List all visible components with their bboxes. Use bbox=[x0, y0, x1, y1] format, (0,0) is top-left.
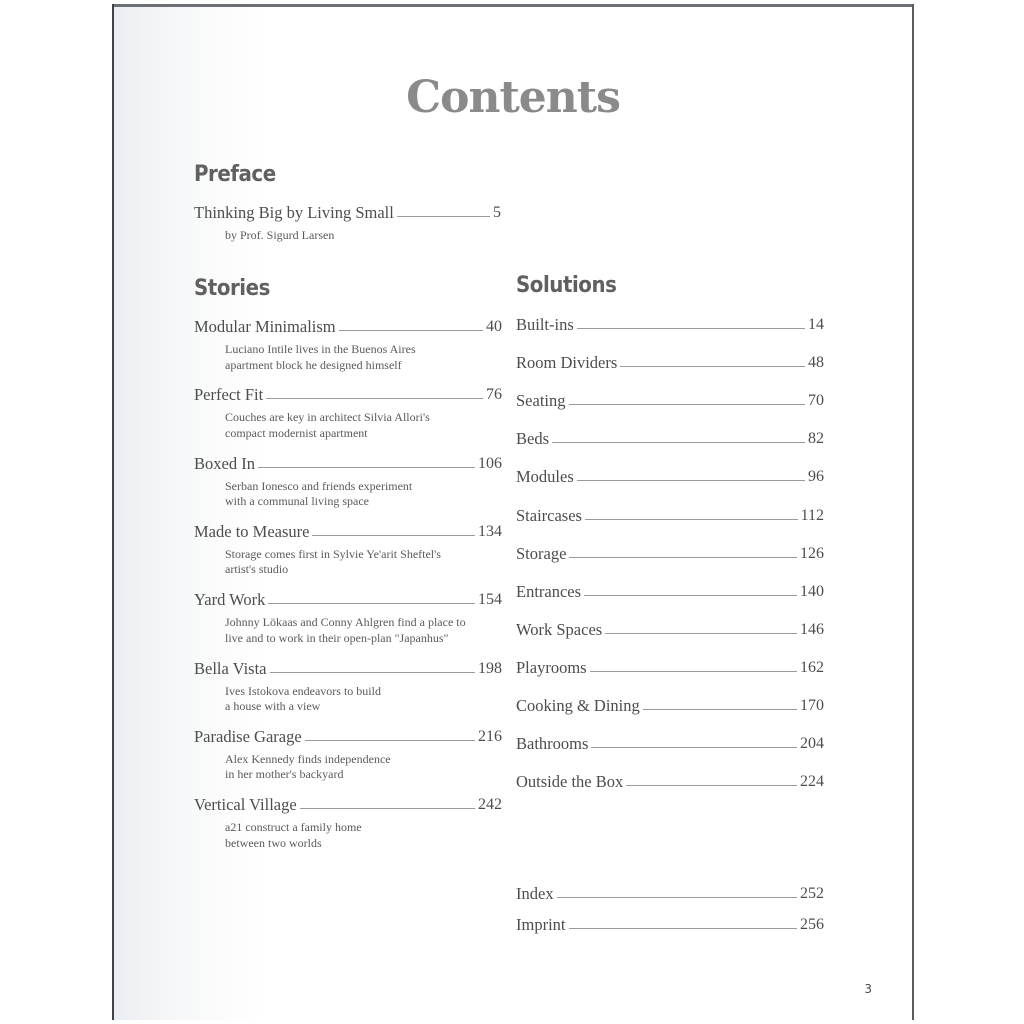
entry-title: Seating bbox=[516, 391, 566, 411]
entry-page: 82 bbox=[808, 430, 824, 448]
leader-line bbox=[552, 442, 805, 443]
entry-title: Built-ins bbox=[516, 315, 574, 334]
story-description bbox=[225, 615, 466, 646]
entry-title: Imprint bbox=[516, 915, 566, 934]
entry-page: 204 bbox=[800, 735, 824, 753]
solution-entry[interactable] bbox=[516, 615, 824, 639]
entry-page: 70 bbox=[808, 392, 824, 410]
solution-entry[interactable] bbox=[516, 424, 824, 448]
page-number: 3 bbox=[864, 982, 872, 996]
entry-page: 146 bbox=[800, 620, 824, 638]
story-description bbox=[225, 342, 416, 373]
entry-title: Playrooms bbox=[516, 657, 587, 677]
leader-line bbox=[312, 535, 475, 536]
description-line: Ives Istokova endeavors to build bbox=[225, 683, 381, 698]
solution-entry[interactable] bbox=[516, 539, 824, 563]
solution-entry[interactable] bbox=[516, 729, 824, 753]
entry-page: 154 bbox=[478, 591, 502, 609]
entry-title: Storage bbox=[516, 543, 567, 563]
entry-title: Made to Measure bbox=[194, 521, 310, 541]
entry-title: Bathrooms bbox=[516, 734, 589, 754]
solution-entry[interactable] bbox=[516, 691, 824, 715]
leader-line bbox=[339, 330, 483, 331]
story-description bbox=[225, 479, 412, 510]
description-line: apartment block he designed himself bbox=[225, 357, 402, 372]
leader-line bbox=[266, 398, 483, 399]
solution-entry[interactable] bbox=[516, 767, 824, 791]
story-entry[interactable] bbox=[194, 722, 502, 746]
preface-heading: Preface bbox=[194, 162, 276, 187]
entry-title: Modules bbox=[516, 467, 574, 487]
leader-line bbox=[569, 404, 806, 405]
description-line: Serban Ionesco and friends experiment bbox=[225, 478, 413, 493]
solution-entry[interactable] bbox=[516, 653, 824, 677]
preface-byline: by Prof. Sigurd Larsen bbox=[225, 228, 335, 242]
entry-page: 76 bbox=[486, 386, 502, 404]
entry-title: Outside the Box bbox=[516, 772, 624, 792]
description-line: a21 construct a family home bbox=[225, 820, 362, 835]
leader-line bbox=[585, 519, 798, 520]
leader-line bbox=[258, 467, 475, 468]
leader-line bbox=[577, 480, 805, 481]
entry-title: Index bbox=[516, 884, 554, 903]
description-line: between two worlds bbox=[225, 835, 322, 850]
entry-page: 216 bbox=[478, 727, 502, 745]
leader-line bbox=[397, 216, 490, 217]
entry-title: Work Spaces bbox=[516, 619, 603, 639]
entry-page: 224 bbox=[800, 773, 824, 791]
entry-page: 14 bbox=[808, 316, 824, 333]
entry-page: 198 bbox=[478, 659, 502, 677]
description-line: Luciano Intile lives in the Buenos Aires bbox=[225, 342, 416, 356]
leader-line bbox=[626, 785, 797, 786]
story-entry[interactable] bbox=[194, 790, 502, 814]
leader-line bbox=[590, 671, 797, 672]
entry-title: Staircases bbox=[516, 505, 582, 525]
story-entry[interactable] bbox=[194, 654, 502, 678]
leader-line bbox=[268, 603, 475, 604]
leader-line bbox=[569, 928, 798, 929]
leader-line bbox=[305, 740, 475, 741]
page-top-edge bbox=[114, 4, 912, 7]
entry-page: 96 bbox=[808, 468, 824, 486]
description-line: Johnny Lökaas and Conny Ahlgren find a place to bbox=[225, 615, 466, 630]
story-description bbox=[225, 684, 381, 715]
entry-page: 242 bbox=[478, 796, 502, 814]
entry-title: Room Dividers bbox=[516, 353, 618, 373]
description-line: live and to work in their open-plan "Japanhus" bbox=[225, 630, 449, 645]
story-description bbox=[225, 410, 430, 441]
entry-title: Entrances bbox=[516, 581, 582, 601]
entry-title: Boxed In bbox=[194, 453, 255, 473]
description-line: artist's studio bbox=[225, 562, 289, 577]
entry-title: Yard Work bbox=[194, 590, 266, 610]
leader-line bbox=[569, 557, 797, 558]
entry-title: Perfect Fit bbox=[194, 385, 264, 405]
entry-page: 170 bbox=[800, 697, 824, 714]
solution-entry[interactable] bbox=[516, 462, 824, 486]
entry-page: 162 bbox=[800, 658, 824, 676]
entry-title: Cooking & Dining bbox=[516, 696, 640, 715]
entry-page: 134 bbox=[478, 522, 502, 540]
entry-page: 40 bbox=[486, 318, 502, 335]
solution-entry[interactable] bbox=[516, 577, 824, 601]
description-line: Storage comes first in Sylvie Ye'arit Sheftel's bbox=[225, 546, 441, 561]
description-line: Alex Kennedy finds independence bbox=[225, 751, 391, 766]
description-line: in her mother's backyard bbox=[225, 767, 344, 782]
story-entry[interactable] bbox=[194, 449, 502, 473]
entry-title: Thinking Big by Living Small bbox=[194, 203, 394, 222]
story-entry[interactable] bbox=[194, 585, 502, 609]
leader-line bbox=[591, 747, 797, 748]
entry-page: 48 bbox=[808, 354, 824, 372]
back-matter-entry[interactable] bbox=[516, 910, 824, 934]
entry-page: 112 bbox=[800, 506, 824, 524]
leader-line bbox=[620, 366, 805, 367]
solution-entry[interactable] bbox=[516, 310, 824, 334]
story-entry[interactable] bbox=[194, 380, 502, 404]
story-description bbox=[225, 820, 362, 851]
description-line: compact modernist apartment bbox=[225, 425, 368, 440]
solution-entry[interactable] bbox=[516, 386, 824, 410]
entry-title: Beds bbox=[516, 429, 549, 449]
leader-line bbox=[584, 595, 797, 596]
entry-title: Bella Vista bbox=[194, 658, 267, 678]
entry-page: 256 bbox=[800, 916, 824, 933]
story-description bbox=[225, 752, 391, 783]
entry-page: 140 bbox=[800, 582, 824, 600]
solutions-heading: Solutions bbox=[516, 273, 617, 298]
solution-entry[interactable] bbox=[516, 501, 824, 525]
leader-line bbox=[643, 709, 797, 710]
preface-entry[interactable] bbox=[194, 198, 501, 222]
story-entry[interactable] bbox=[194, 312, 502, 336]
entry-page: 126 bbox=[800, 544, 824, 562]
leader-line bbox=[577, 328, 805, 329]
story-description bbox=[225, 547, 441, 578]
entry-page: 252 bbox=[800, 885, 824, 902]
book-page bbox=[112, 4, 914, 1020]
back-matter-entry[interactable] bbox=[516, 879, 824, 903]
solution-entry[interactable] bbox=[516, 348, 824, 372]
description-line: with a communal living space bbox=[225, 494, 369, 509]
description-line: Couches are key in architect Silvia Allori's bbox=[225, 410, 430, 425]
entry-page: 106 bbox=[478, 454, 502, 472]
entry-title: Modular Minimalism bbox=[194, 317, 336, 336]
leader-line bbox=[605, 633, 797, 634]
entry-page: 5 bbox=[493, 204, 501, 221]
leader-line bbox=[557, 897, 797, 898]
description-line: a house with a view bbox=[225, 699, 321, 713]
stories-heading: Stories bbox=[194, 276, 270, 301]
leader-line bbox=[270, 672, 476, 673]
page-title: Contents bbox=[406, 72, 620, 123]
entry-title: Paradise Garage bbox=[194, 726, 302, 746]
leader-line bbox=[300, 808, 475, 809]
story-entry[interactable] bbox=[194, 517, 502, 541]
entry-title: Vertical Village bbox=[194, 795, 297, 815]
